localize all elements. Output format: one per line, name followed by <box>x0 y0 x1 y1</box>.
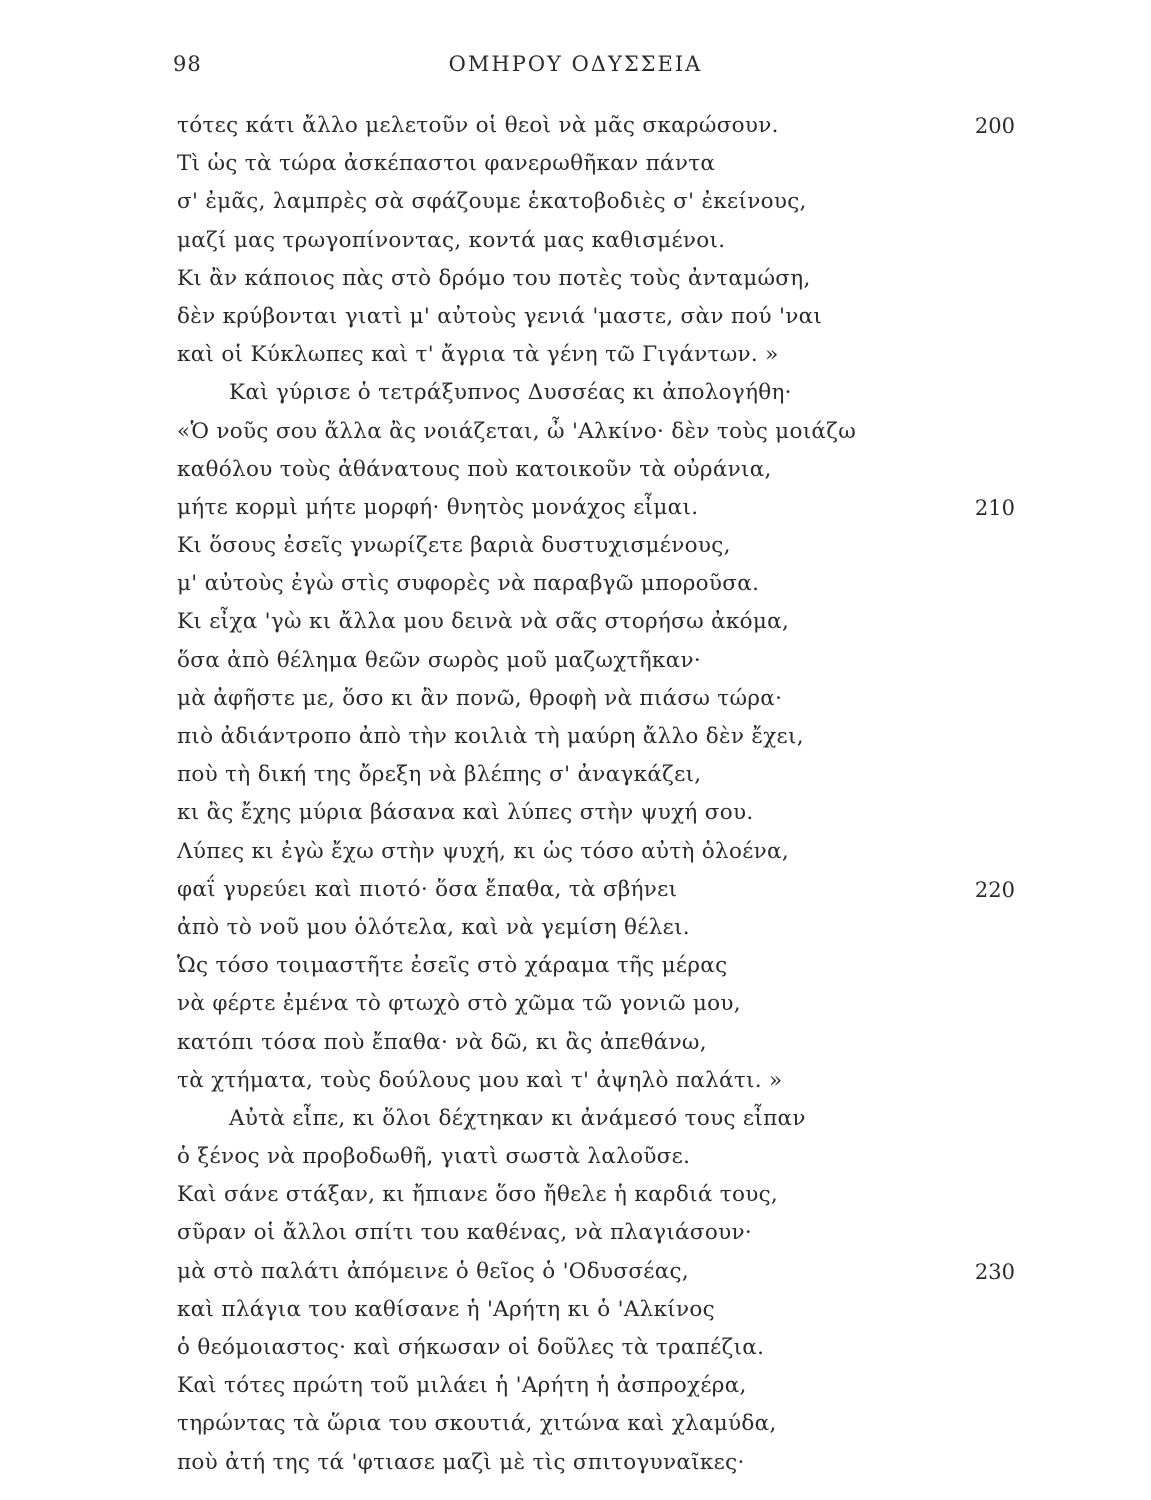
verse-line <box>0 260 1151 298</box>
verse-line <box>0 1253 1151 1291</box>
verse-text: Κι ἂν κάποιος πὰς στὸ δρόμο του ποτὲς τοὺς ἀνταμώση, <box>177 265 811 291</box>
running-title: ΟΜΗΡΟΥ ΟΔΥΣΣΕΙΑ <box>448 52 703 76</box>
verse-text: Λύπες κι ἐγὼ ἔχω στὴν ψυχή, κι ὡς τόσο αὐτὴ ὁλοένα, <box>177 838 789 864</box>
verse-text: κι ἂς ἔχης μύρια βάσανα καὶ λύπες στὴν ψυχή σου. <box>177 800 754 826</box>
verse-line <box>0 603 1151 641</box>
verse-text: ὁ ξένος νὰ προβοδωθῆ, γιατὶ σωστὰ λαλοῦσε. <box>177 1144 691 1170</box>
verse-line <box>0 565 1151 603</box>
verse-line <box>0 1024 1151 1062</box>
page-header <box>0 52 1151 86</box>
verse-line <box>0 1176 1151 1214</box>
verse-line <box>0 718 1151 756</box>
verse-text: τηρώντας τὰ ὥρια του σκουτιά, χιτώνα καὶ χλαμύδα, <box>177 1411 777 1437</box>
line-number: 210 <box>974 495 1015 520</box>
verse-line <box>0 107 1151 145</box>
verse-text: ποὺ ἀτή της τά 'φτιασε μαζὶ μὲ τὶς σπιτογυναῖκες· <box>177 1449 745 1475</box>
verse-line <box>0 909 1151 947</box>
verse-text: ὁ θεόμοιαστος· καὶ σήκωσαν οἱ δοῦλες τὰ τραπέζια. <box>177 1335 765 1360</box>
verse-line <box>0 680 1151 718</box>
verse-line <box>0 413 1151 451</box>
verse-line <box>0 1100 1151 1138</box>
page-number: 98 <box>173 52 202 76</box>
verse-line <box>0 1329 1151 1367</box>
verse-line <box>0 871 1151 909</box>
verse-line <box>0 183 1151 221</box>
verse-text: τὰ χτήματα, τοὺς δούλους μου καὶ τ' ἀψηλὸ παλάτι. » <box>177 1067 783 1093</box>
verse-text: Αὐτὰ εἶπε, κι ὅλοι δέχτηκαν κι ἀνάμεσό τους εἶπαν <box>229 1105 806 1131</box>
verse-text: τότες κάτι ἄλλο μελετοῦν οἱ θεοὶ νὰ μᾶς σκαρώσουν. <box>177 113 779 138</box>
verse-text: πιὸ ἀδιάντροπο ἀπὸ τὴν κοιλιὰ τὴ μαύρη ἄλλο δὲν ἔχει, <box>177 724 804 749</box>
verse-text: μὰ στὸ παλάτι ἀπόμεινε ὁ θεῖος ὁ 'Οδυσσέας, <box>177 1258 690 1284</box>
verse-line <box>0 1214 1151 1252</box>
verse-text: κατόπι τόσα ποὺ ἔπαθα· νὰ δῶ, κι ἂς ἀπεθάνω, <box>177 1029 707 1055</box>
verse-line <box>0 833 1151 871</box>
verse-text: μαζί μας τρωγοπίνοντας, κοντά μας καθισμένοι. <box>177 227 726 253</box>
verse-text: Κι εἶχα 'γὼ κι ἄλλα μου δεινὰ νὰ σᾶς στορήσω ἀκόμα, <box>177 609 790 635</box>
verse-line <box>0 756 1151 794</box>
verse-line <box>0 642 1151 680</box>
verse-text: νὰ φέρτε ἐμένα τὸ φτωχὸ στὸ χῶμα τῶ γονιῶ μου, <box>177 991 741 1017</box>
verse-text: Κι ὅσους ἐσεῖς γνωρίζετε βαριὰ δυστυχισμένους, <box>177 533 731 559</box>
verse-line <box>0 451 1151 489</box>
line-number: 220 <box>974 877 1015 902</box>
verse-block <box>0 107 1151 1482</box>
verse-line <box>0 298 1151 336</box>
verse-line <box>0 336 1151 374</box>
verse-line <box>0 1405 1151 1443</box>
verse-text: μὰ ἀφῆστε με, ὅσο κι ἂν πονῶ, θροφὴ νὰ πιάσω τώρα· <box>177 685 783 711</box>
verse-text: καὶ οἱ Κύκλωπες καὶ τ' ἄγρια τὰ γένη τῶ Γιγάντων. » <box>177 342 779 368</box>
verse-text: Καὶ γύρισε ὁ τετράξυπνος Δυσσέας κι ἀπολογήθη· <box>229 380 792 406</box>
verse-text: σῦραν οἱ ἄλλοι σπίτι του καθένας, νὰ πλαγιάσουν· <box>177 1220 752 1246</box>
verse-line <box>0 1367 1151 1405</box>
line-number: 230 <box>974 1259 1015 1284</box>
verse-text: ἀπὸ τὸ νοῦ μου ὁλότελα, καὶ νὰ γεμίση θέλει. <box>177 914 690 940</box>
verse-text: μήτε κορμὶ μήτε μορφή· θνητὸς μονάχος εἶμαι. <box>177 494 699 520</box>
verse-line <box>0 527 1151 565</box>
verse-line <box>0 222 1151 260</box>
verse-text: Τὶ ὡς τὰ τώρα ἀσκέπαστοι φανερωθῆκαν πάντα <box>177 151 716 177</box>
verse-text: σ' ἐμᾶς, λαμπρὲς σὰ σφάζουμε ἑκατοβοδιὲς σ' ἐκείνους, <box>177 189 807 215</box>
verse-line <box>0 794 1151 832</box>
verse-line <box>0 374 1151 412</box>
verse-line <box>0 1138 1151 1176</box>
verse-line <box>0 1062 1151 1100</box>
verse-text: δὲν κρύβονται γιατὶ μ' αὐτοὺς γενιά 'μαστε, σὰν πού 'ναι <box>177 303 823 329</box>
verse-text: καθόλου τοὺς ἀθάνατους ποὺ κατοικοῦν τὰ οὐράνια, <box>177 456 772 482</box>
verse-text: «Ὁ νοῦς σου ἄλλα ἂς νοιάζεται, ὦ 'Αλκίνο· δὲν τοὺς μοιάζω <box>177 418 857 444</box>
verse-text: φαΐ γυρεύει καὶ πιοτό· ὅσα ἔπαθα, τὰ σβήνει <box>177 876 678 902</box>
verse-text: Καὶ σάνε στάξαν, κι ἤπιανε ὅσο ἤθελε ἡ καρδιά τους, <box>177 1182 779 1208</box>
verse-line <box>0 145 1151 183</box>
verse-line <box>0 489 1151 527</box>
verse-line <box>0 985 1151 1023</box>
verse-line <box>0 1444 1151 1482</box>
verse-text: καὶ πλάγια του καθίσανε ἡ 'Αρήτη κι ὁ 'Αλκίνος <box>177 1296 715 1322</box>
verse-line <box>0 1291 1151 1329</box>
line-number: 200 <box>974 114 1015 138</box>
verse-text: Ὡς τόσο τοιμαστῆτε ἐσεῖς στὸ χάραμα τῆς μέρας <box>177 953 728 979</box>
verse-text: μ' αὐτοὺς ἐγὼ στὶς συφορὲς νὰ παραβγῶ μποροῦσα. <box>177 571 760 597</box>
verse-text: Καὶ τότες πρώτη τοῦ μιλάει ἡ 'Αρήτη ἡ ἀσπροχέρα, <box>177 1373 747 1399</box>
verse-line <box>0 947 1151 985</box>
verse-text: ποὺ τὴ δική της ὄρεξη νὰ βλέπης σ' ἀναγκάζει, <box>177 762 702 788</box>
verse-text: ὅσα ἀπὸ θέλημα θεῶν σωρὸς μοῦ μαζωχτῆκαν· <box>177 647 701 673</box>
